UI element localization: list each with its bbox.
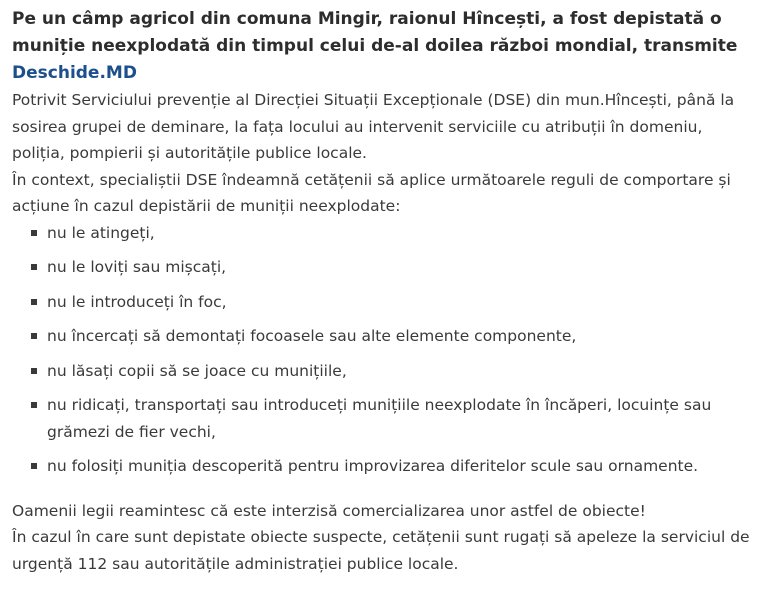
list-item <box>12 254 755 281</box>
list-item <box>12 358 755 385</box>
closing-paragraph-1: Oamenii legii reamintesc că este interzisă comercializarea unor astfel de obiecte! <box>12 501 646 520</box>
paragraph-spacer <box>12 488 755 498</box>
square-bullet-icon <box>31 463 37 469</box>
square-bullet-icon <box>31 333 37 339</box>
source-link[interactable]: Deschide.MD <box>12 63 137 83</box>
square-bullet-icon <box>31 299 37 305</box>
list-item-text: nu lăsați copii să se joace cu munițiile, <box>47 361 347 380</box>
list-item-text: nu ridicați, transportați sau introduceți munițiile neexplodate în încăperi, locuințe sau grămezi de fier vechi, <box>47 396 712 441</box>
square-bullet-icon <box>31 264 37 270</box>
article-headline <box>12 6 755 87</box>
list-item <box>12 289 755 316</box>
list-item <box>12 323 755 350</box>
list-item <box>12 453 755 480</box>
list-item <box>12 220 755 247</box>
closing-paragraph-2: În cazul în care sunt depistate obiecte suspecte, cetățenii sunt rugați să apeleze la serviciul de urgență 112 sau autoritățile administrației publice locale. <box>12 528 750 573</box>
square-bullet-icon <box>31 230 37 236</box>
list-item <box>12 392 755 445</box>
context-paragraph: În context, specialiștii DSE îndeamnă cetățenii să aplice următoarele reguli de comportare și acțiune în cazul depistării de muniții neexplodate: <box>12 170 731 215</box>
list-item-text: nu folosiți muniția descoperită pentru improvizarea diferitelor scule sau ornamente. <box>47 457 699 475</box>
headline-text: Pe un câmp agricol din comuna Mingir, raionul Hîncești, a fost depistată o muniție neexplodată din timpul celui de-al doilea război mondial, transmite <box>12 9 738 56</box>
square-bullet-icon <box>31 368 37 374</box>
list-item-text: nu încercați să demontați focoasele sau alte elemente componente, <box>47 327 577 345</box>
square-bullet-icon <box>31 402 37 408</box>
list-item-text: nu le atingeți, <box>47 223 155 242</box>
list-item-text: nu le loviți sau mișcați, <box>47 258 227 276</box>
list-item-text: nu le introduceți în foc, <box>47 292 227 311</box>
rules-list <box>12 220 755 480</box>
intro-paragraph: Potrivit Serviciului prevenție al Direcției Situații Excepționale (DSE) din mun.Hîncești, până la sosirea grupei de deminare, la fața locului au intervenit serviciile cu atribuții în domeniu, poliția, pompierii și autoritățile publice locale. <box>12 91 735 162</box>
